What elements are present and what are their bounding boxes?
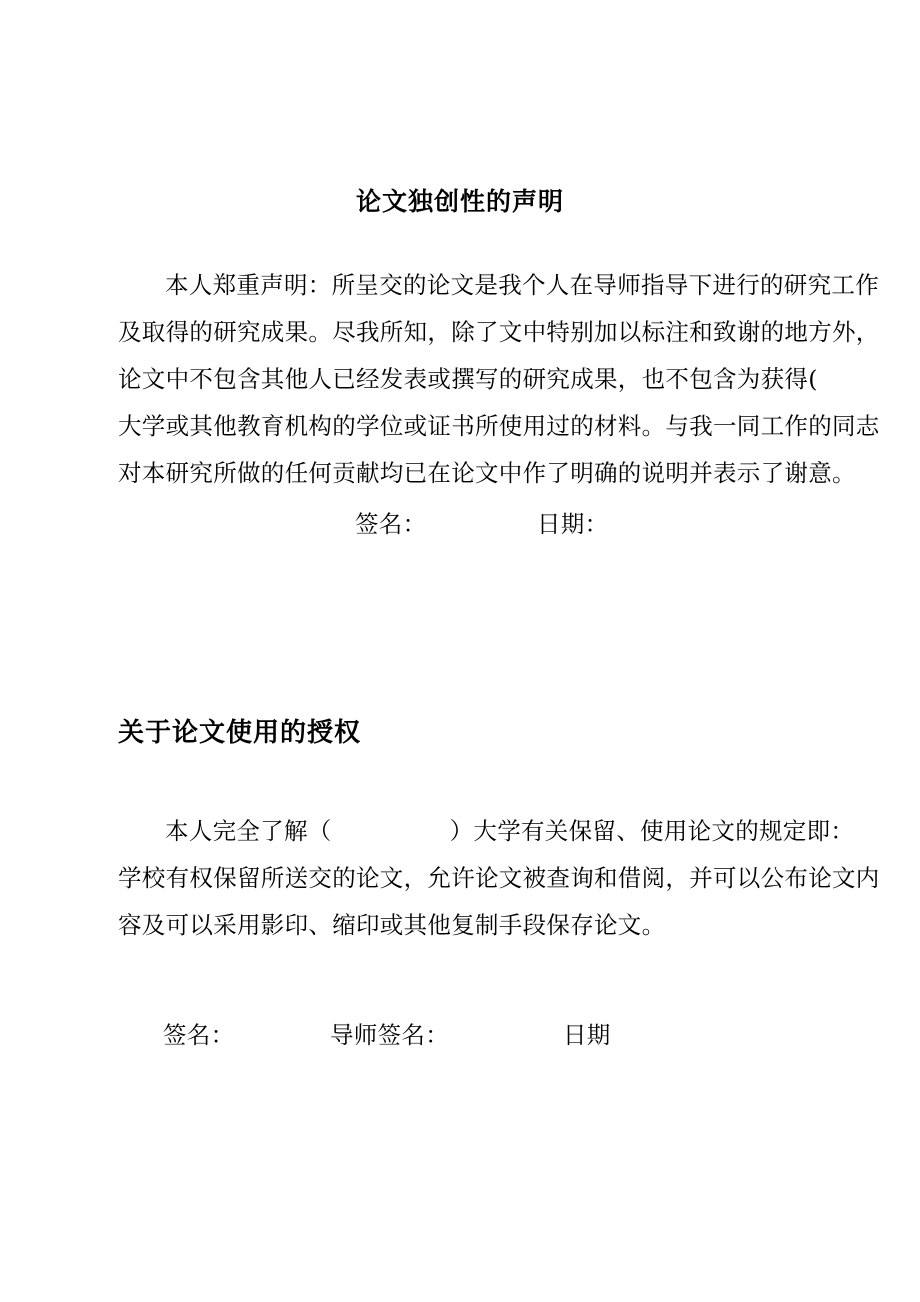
authorization-signature-label: 签名： xyxy=(163,1021,235,1049)
authorization-line-1 xyxy=(118,808,878,855)
declaration-line-2 xyxy=(118,309,878,356)
declaration-signature-row xyxy=(0,505,920,539)
authorization-paragraph xyxy=(118,808,878,949)
declaration-line-2-text: 及取得的研究成果。尽我所知，除了文中特别加以标注和致谢的地方外， xyxy=(118,318,880,346)
declaration-paragraph xyxy=(118,262,878,497)
declaration-line-1 xyxy=(118,262,878,309)
authorization-heading: 关于论文使用的授权 xyxy=(118,718,362,748)
declaration-line-1-text: 本人郑重声明：所呈交的论文是我个人在导师指导下进行的研究工作 xyxy=(165,271,879,299)
authorization-signature-row xyxy=(0,1016,920,1050)
authorization-line-3 xyxy=(118,902,878,949)
declaration-line-5-text: 对本研究所做的任何贡献均已在论文中作了明确的说明并表示了谢意。 xyxy=(118,459,856,487)
authorization-line-3-text: 容及可以采用影印、缩印或其他复制手段保存论文。 xyxy=(118,911,666,939)
authorization-line-2-text: 学校有权保留所送交的论文，允许论文被查询和借阅，并可以公布论文内 xyxy=(118,864,880,892)
declaration-signature-label: 签名： xyxy=(355,510,427,538)
page-title: 论文独创性的声明 xyxy=(355,187,564,216)
authorization-line-2 xyxy=(118,855,878,902)
declaration-line-4-text: 大学或其他教育机构的学位或证书所使用过的材料。与我一同工作的同志 xyxy=(118,412,880,440)
declaration-line-4 xyxy=(118,403,878,450)
authorization-line-1-text: 本人完全了解（ xyxy=(165,817,332,845)
declaration-line-3-text: 论文中不包含其他人已经发表或撰写的研究成果，也不包含为获得( xyxy=(118,365,818,393)
declaration-date-label: 日期： xyxy=(537,510,609,538)
authorization-date-label: 日期 xyxy=(563,1021,611,1049)
authorization-line-1-text-cont: ）大学有关保留、使用论文的规定即： xyxy=(449,817,855,845)
declaration-line-5 xyxy=(118,450,878,497)
authorization-advisor-signature-label: 导师签名： xyxy=(330,1021,449,1049)
declaration-line-3 xyxy=(118,356,878,403)
